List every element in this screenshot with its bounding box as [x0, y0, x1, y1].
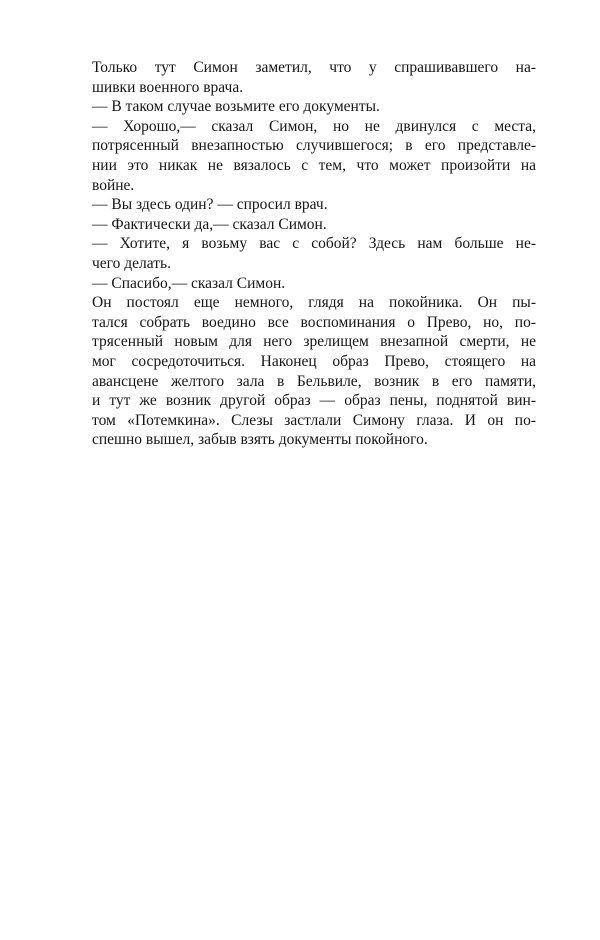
text-line: чего делать. — [92, 254, 171, 272]
text-line: трясенный новым для него зрелищем внезапной смерти, не — [92, 333, 536, 351]
text-line: спешно вышел, забыв взять документы покойного. — [92, 431, 428, 449]
text-line: шивки военного врача. — [92, 78, 244, 96]
text-line: мог сосредоточиться. Наконец образ Прево, стоящего на — [92, 352, 536, 370]
text-line: — В таком случае возьмите его документы. — [92, 98, 380, 116]
text-line: нии это никак не вязалось с тем, что может произойти на — [92, 156, 536, 174]
paragraph-8 — [92, 293, 536, 450]
text-line: Только тут Симон заметил, что у спрашивавшего на- — [92, 59, 536, 76]
text-line: том «Потемкина». Слезы застлали Симону глаза. И он по- — [92, 411, 536, 429]
text-line: потрясенный внезапностью случившегося; в его представле- — [92, 137, 536, 155]
text-line: Он постоял еще немного, глядя на покойника. Он пы- — [92, 294, 536, 312]
paragraph-4 — [92, 195, 536, 215]
text-line: авансцене желтого зала в Бельвиле, возник в его памяти, — [92, 372, 536, 390]
paragraph-6 — [92, 234, 536, 273]
text-line: — Фактически да,— сказал Симон. — [92, 215, 327, 233]
paragraph-3 — [92, 117, 536, 195]
paragraph-1 — [92, 58, 536, 97]
text-line: — Спасибо,— сказал Симон. — [92, 274, 286, 292]
paragraph-7 — [92, 274, 536, 294]
text-line: войне. — [92, 176, 135, 194]
paragraph-2 — [92, 97, 536, 117]
text-line: — Вы здесь один? — спросил врач. — [92, 196, 328, 214]
text-line: — Хотите, я возьму вас с собой? Здесь нам больше не- — [92, 235, 536, 253]
text-line: — Хорошо,— сказал Симон, но не двинулся с места, — [92, 117, 536, 135]
text-line: и тут же возник другой образ — образ пены, поднятой вин- — [92, 392, 536, 410]
text-line: тался собрать воедино все воспоминания о Прево, но, по- — [92, 313, 536, 331]
page-text — [92, 58, 536, 450]
paragraph-5 — [92, 215, 536, 235]
